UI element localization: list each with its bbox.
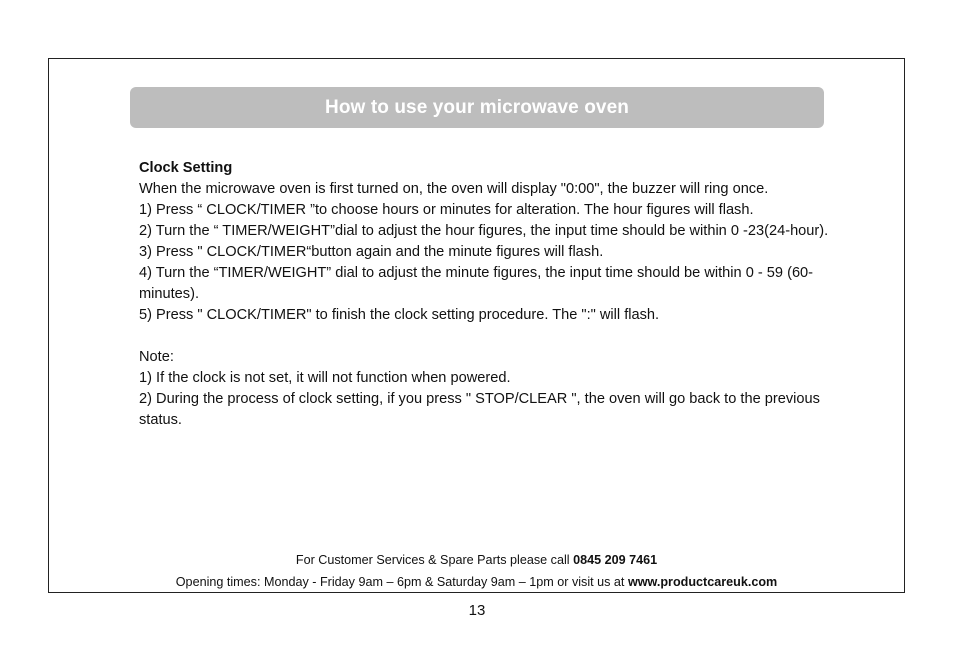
clock-setting-heading: Clock Setting <box>139 160 233 176</box>
spacer <box>139 326 829 347</box>
footer <box>48 550 905 593</box>
page-number: 13 <box>468 602 486 619</box>
step-1: 1) Press “ CLOCK/TIMER ”to choose hours or minutes for alteration. The hour figures will flash. <box>139 202 754 218</box>
section-banner <box>130 87 824 128</box>
phone-number: 0845 209 7461 <box>573 553 658 567</box>
note-2: 2) During the process of clock setting, if you press " STOP/CLEAR ", the oven will go back to the previous status. <box>139 391 820 428</box>
footer-hours-text: Opening times: Monday - Friday 9am – 6pm & Saturday 9am – 1pm or visit us at <box>175 574 628 589</box>
website-link[interactable]: www.productcareuk.com <box>627 574 778 589</box>
footer-line-2 <box>48 572 905 594</box>
note-title: Note: <box>139 349 174 365</box>
footer-service-text: For Customer Services & Spare Parts please call <box>295 553 574 567</box>
footer-line-1 <box>48 550 905 572</box>
section-title: How to use your microwave oven <box>325 96 629 118</box>
step-2: 2) Turn the “ TIMER/WEIGHT”dial to adjust the hour figures, the input time should be within 0 -23(24-hour). <box>139 223 829 239</box>
step-4: 4) Turn the “TIMER/WEIGHT” dial to adjust the minute figures, the input time should be within 0 - 59 (60-minutes). <box>139 265 814 302</box>
instructions-content <box>139 158 829 431</box>
intro-paragraph: When the microwave oven is first turned on, the oven will display "0:00", the buzzer will ring once. <box>139 181 769 197</box>
note-1: 1) If the clock is not set, it will not function when powered. <box>139 370 511 386</box>
step-5: 5) Press " CLOCK/TIMER" to finish the clock setting procedure. The ":" will flash. <box>139 307 660 323</box>
step-3: 3) Press " CLOCK/TIMER“button again and the minute figures will flash. <box>139 244 604 260</box>
